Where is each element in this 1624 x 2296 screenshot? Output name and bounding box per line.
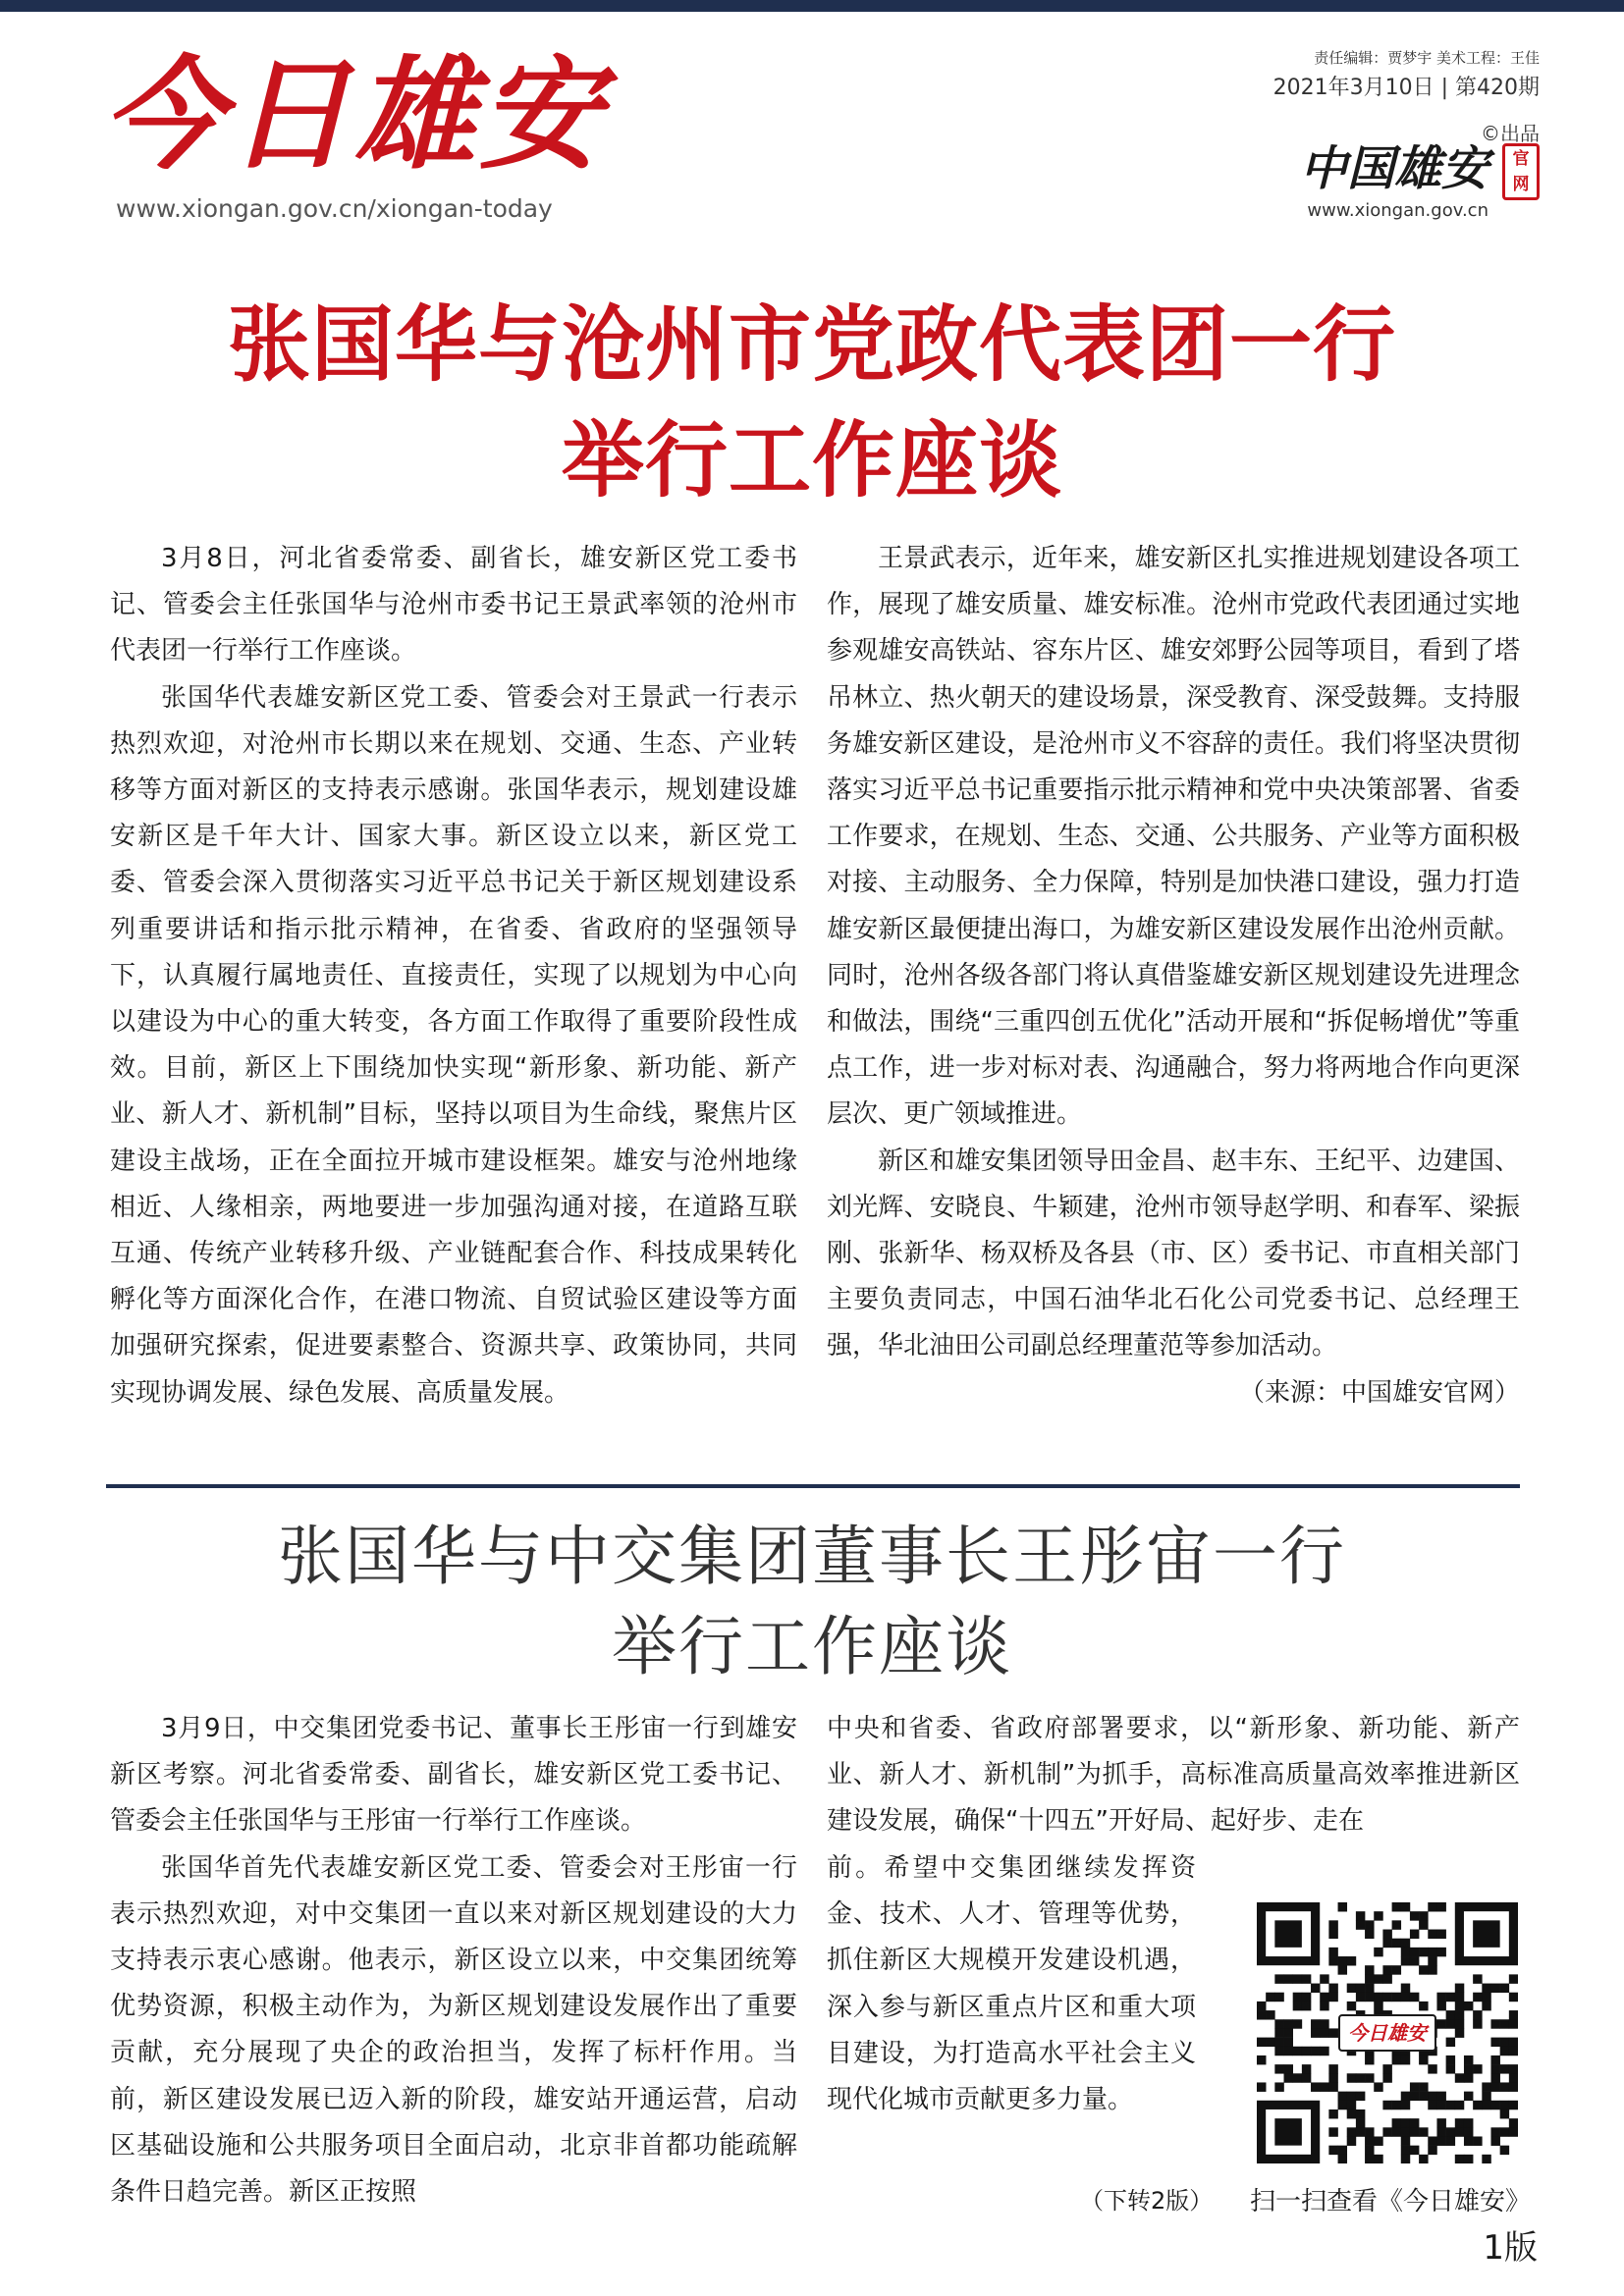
article1-paragraph: 王景武表示，近年来，雄安新区扎实推进规划建设各项工作，展现了雄安质量、雄安标准。沧州市党政代表团通过实地参观雄安高铁站、容东片区、雄安郊野公园等项目，看到了塔吊林立、热火朝天的建设场景，深受教育、深受鼓舞。支持服务雄安新区建设，是沧州市义不容辞的责任。我们将坚决贯彻落实习近平总书记重要指示批示精神和党中央决策部署、省委工作要求，在规划、生态、交通、公共服务、产业等方面积极对接、主动服务、全力保障，特别是加快港口建设，强力打造雄安新区最便捷出海口，为雄安新区建设发展作出沧州贡献。同时，沧州各级各部门将认真借鉴雄安新区规划建设先进理念和做法，围绕“三重四创五优化”活动开展和“拆促畅增优”等重点工作，进一步对标对表、沟通融合，努力将两地合作向更深层次、更广领域推进。 (827, 544, 1520, 1130)
article1-headline-line1: 张国华与沧州市党政代表团一行 (227, 295, 1396, 393)
section-divider (106, 1484, 1520, 1488)
article1-paragraph: 张国华代表雄安新区党工委、管委会对王景武一行表示热烈欢迎，对沧州市长期以来在规划、交通、生态、产业转移等方面对新区的支持表示感谢。张国华表示，规划建设雄安新区是千年大计、国家大事。新区设立以来，新区党工委、管委会深入贯彻落实习近平总书记关于新区规划建设系列重要讲话和指示批示精神，在省委、省政府的坚强领导下，认真履行属地责任、直接责任，实现了以规划为中心向以建设为中心的重大转变，各方面工作取得了重要阶段性成效。目前，新区上下围绕加快实现“新形象、新功能、新产业、新人才、新机制”目标，坚持以项目为生命线，聚焦片区建设主战场，正在全面拉开城市建设框架。雄安与沧州地缘相近、人缘相亲，两地要进一步加强沟通对接，在道路互联互通、传统产业转移升级、产业链配套合作、科技成果转化孵化等方面深化合作，在港口物流、自贸试验区建设等方面加强研究探索，促进要素整合、资源共享、政策协同，共同实现协调发展、绿色发展、高质量发展。 (110, 682, 797, 1408)
masthead-url[interactable]: www.xiongan.gov.cn/xiongan-today (116, 194, 553, 223)
qr-caption: 扫一扫查看《今日雄安》 (1249, 2187, 1531, 2216)
article2-right-column-top (827, 1706, 1520, 1845)
brand-logo: 中国雄安 (1299, 141, 1489, 196)
masthead-logo: 今日雄安 (102, 44, 606, 187)
article2-paragraph-continued: 前。希望中交集团继续发挥资金、技术、人才、管理等优势，抓住新区大规模开发建设机遇，深入参与新区重点片区和重大项目建设，为打造高水平社会主义现代化城市贡献更多力量。 (827, 1853, 1196, 2115)
article2-right-column-narrow (827, 1845, 1196, 2123)
article2-headline (108, 1512, 1516, 1692)
article2-headline-line1: 张国华与中交集团董事长王彤宙一行 (278, 1519, 1346, 1594)
article2-left-column (110, 1706, 797, 2216)
brand-url[interactable]: www.xiongan.gov.cn (1307, 200, 1489, 221)
top-bar (0, 0, 1624, 12)
article1-source: （来源：中国雄安官网） (1238, 1377, 1520, 1408)
article2-headline-line2: 举行工作座谈 (612, 1609, 1012, 1684)
article2-paragraph: 张国华首先代表雄安新区党工委、管委会对王彤宙一行表示热烈欢迎，对中交集团一直以来对新区规划建设的大力支持表示衷心感谢。他表示，新区设立以来，中交集团统筹优势资源，积极主动作为，为新区规划建设发展作出了重要贡献，充分展现了央企的政治担当，发挥了标杆作用。当前，新区建设发展已迈入新的阶段，雄安站开通运营，启动区基础设施和公共服务项目全面启动，北京非首都功能疏解条件日趋完善。新区正按照 (110, 1852, 797, 2208)
article1-paragraph: 新区和雄安集团领导田金昌、赵丰东、王纪平、边建国、刘光辉、安晓良、牛颖建，沧州市领导赵学明、和春军、梁振刚、张新华、杨双桥及各县（市、区）委书记、市直相关部门主要负责同志，中国石油华北石化公司党委书记、总经理王强，华北油田公司副总经理董范等参加活动。 (827, 1146, 1520, 1362)
qr-center-logo: 今日雄安 (1338, 2014, 1436, 2052)
article1-headline-line2: 举行工作座谈 (561, 411, 1062, 508)
article1-left-column (110, 536, 797, 1416)
produced-by-label: ©出品 (1481, 122, 1540, 145)
continued-on-page-note: （下转2版） (1080, 2187, 1214, 2215)
brand-block (1284, 118, 1540, 226)
editor-credits: 责任编辑：贾梦宇 美术工程：王佳 (1314, 49, 1540, 67)
brand-stamp-icon: 官网 (1502, 143, 1540, 200)
article1-paragraph: 3月8日，河北省委常委、副省长，雄安新区党工委书记、管委会主任张国华与沧州市委书记王景武率领的沧州市代表团一行举行工作座谈。 (110, 544, 797, 667)
issue-date: 2021年3月10日 | 第420期 (1272, 76, 1540, 100)
article1-right-column (827, 536, 1520, 1416)
page-number: 1版 (1483, 2228, 1538, 2268)
qr-code[interactable] (1257, 1902, 1518, 2163)
article2-paragraph: 3月9日，中交集团党委书记、董事长王彤宙一行到雄安新区考察。河北省委常委、副省长，雄安新区党工委书记、管委会主任张国华与王彤宙一行举行工作座谈。 (110, 1714, 797, 1837)
article2-paragraph-continued: 中央和省委、省政府部署要求，以“新形象、新功能、新产业、新人才、新机制”为抓手，高标准高质量高效率推进新区建设发展，确保“十四五”开好局、起好步、走在 (827, 1714, 1520, 1837)
article1-headline (108, 287, 1516, 518)
